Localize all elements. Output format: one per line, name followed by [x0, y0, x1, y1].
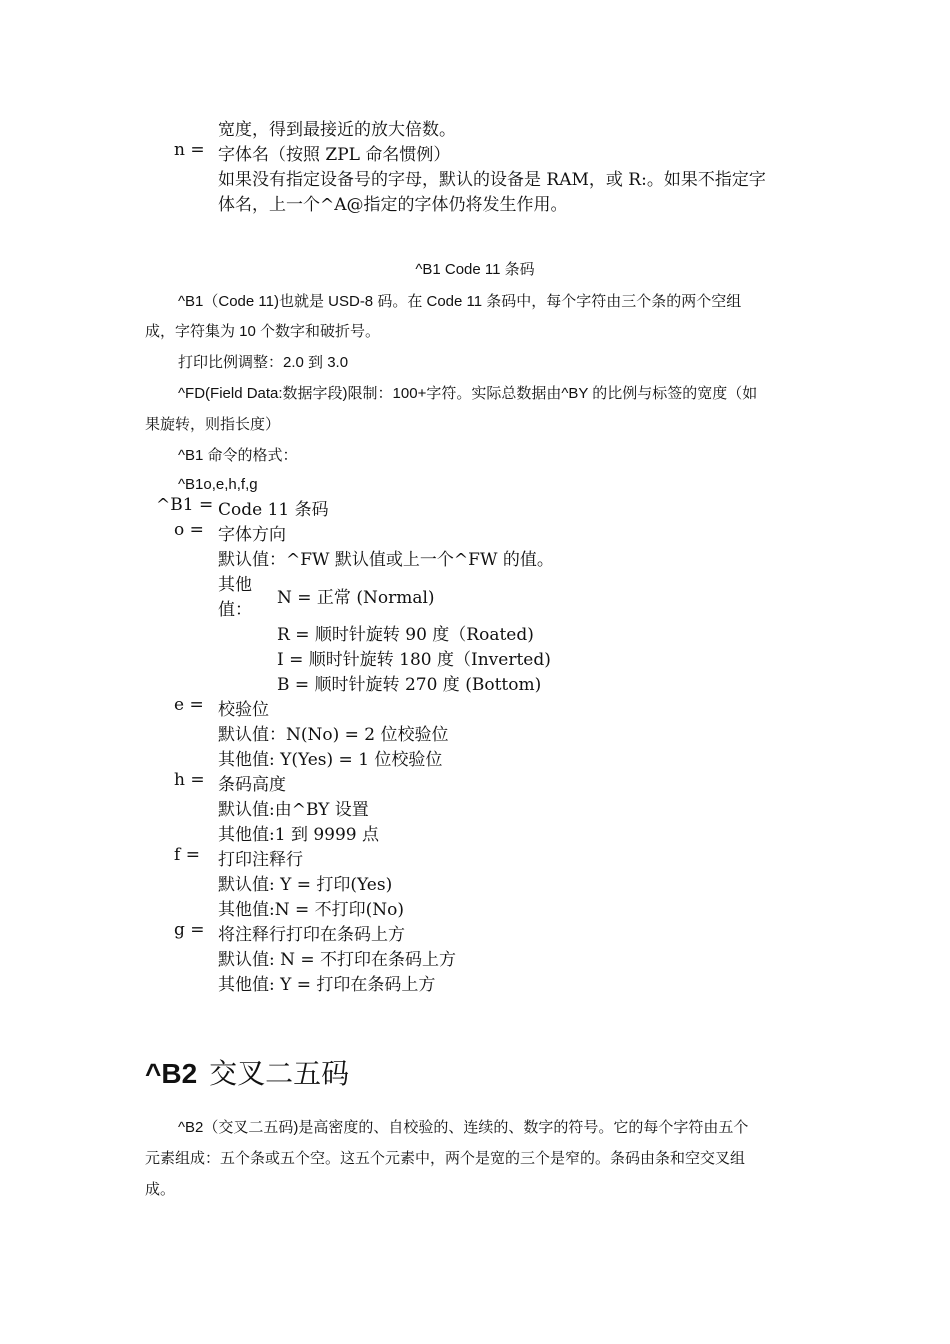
param-default-f: 默认值: Y = 打印(Yes)	[218, 875, 393, 895]
param-key-h: h =	[174, 770, 205, 790]
param-key-o: o =	[174, 520, 204, 540]
param-key-b1: ^B1 =	[156, 495, 214, 515]
paragraph-line: ^B1（Code 11)也就是 USD-8 码。在 Code 11 条码中，每个字符由三个条的两个空组	[178, 293, 742, 310]
param-other-label: 其他	[218, 575, 252, 595]
param-desc-e: 校验位	[218, 700, 269, 720]
param-default-h: 默认值:由^BY 设置	[218, 800, 369, 820]
text-line: 宽度，得到最接近的放大倍数。	[218, 120, 456, 140]
param-desc-f: 打印注释行	[218, 850, 303, 870]
option-b: B = 顺时针旋转 270 度 (Bottom)	[277, 675, 542, 695]
paragraph-line: ^B2（交叉二五码)是高密度的、自校验的、连续的、数字的符号。它的每个字符由五个	[178, 1119, 749, 1136]
section-heading-b2	[145, 1052, 349, 1092]
paragraph-line: ^B1 命令的格式：	[178, 447, 298, 464]
param-default-o: 默认值：^FW 默认值或上一个^FW 的值。	[218, 550, 554, 570]
section-heading: ^B1 Code 11 条码	[415, 261, 535, 278]
paragraph-line: 果旋转，则指长度）	[145, 416, 281, 433]
param-desc-n: 字体名（按照 ZPL 命名惯例）	[218, 145, 451, 165]
heading-text: 交叉二五码	[209, 1057, 350, 1090]
heading-code: ^B2	[145, 1058, 198, 1089]
param-default-g: 默认值: N = 不打印在条码上方	[218, 950, 457, 970]
param-desc-h: 条码高度	[218, 775, 286, 795]
param-default-e: 默认值：N(No) = 2 位校验位	[218, 725, 449, 745]
param-desc-g: 将注释行打印在条码上方	[218, 925, 405, 945]
option-r: R = 顺时针旋转 90 度（Roated)	[277, 625, 534, 645]
param-key-e: e =	[174, 695, 204, 715]
paragraph-line: 元素组成：五个条或五个空。这五个元素中，两个是宽的三个是窄的。条码由条和空交叉组	[145, 1150, 746, 1167]
param-desc-o: 字体方向	[218, 525, 286, 545]
command-format: ^B1o,e,h,f,g	[178, 476, 258, 493]
paragraph-line: ^FD(Field Data:数据字段)限制：100+字符。实际总数据由^BY 的比例与标签的宽度（如	[178, 385, 758, 402]
param-other-h: 其他值:1 到 9999 点	[218, 825, 380, 845]
param-other-e: 其他值: Y(Yes) = 1 位校验位	[218, 750, 443, 770]
param-desc-b1: Code 11 条码	[218, 500, 329, 520]
paragraph-line: 成。	[145, 1181, 176, 1198]
param-other-label: 值：	[218, 600, 252, 620]
param-other-g: 其他值: Y = 打印在条码上方	[218, 975, 436, 995]
option-i: I = 顺时针旋转 180 度（Inverted)	[277, 650, 551, 670]
paragraph-line: 成，字符集为 10 个数字和破折号。	[145, 323, 381, 340]
param-key-g: g =	[174, 920, 205, 940]
param-key-f: f =	[174, 845, 200, 865]
param-other-f: 其他值:N = 不打印(No)	[218, 900, 405, 920]
text-line: 体名，上一个^A@指定的字体仍将发生作用。	[218, 195, 568, 215]
param-key-n: n =	[174, 140, 205, 160]
option-n: N = 正常 (Normal)	[277, 588, 435, 608]
paragraph-line: 打印比例调整：2.0 到 3.0	[178, 354, 349, 371]
text-line: 如果没有指定设备号的字母，默认的设备是 RAM，或 R:。如果不指定字	[218, 170, 766, 190]
